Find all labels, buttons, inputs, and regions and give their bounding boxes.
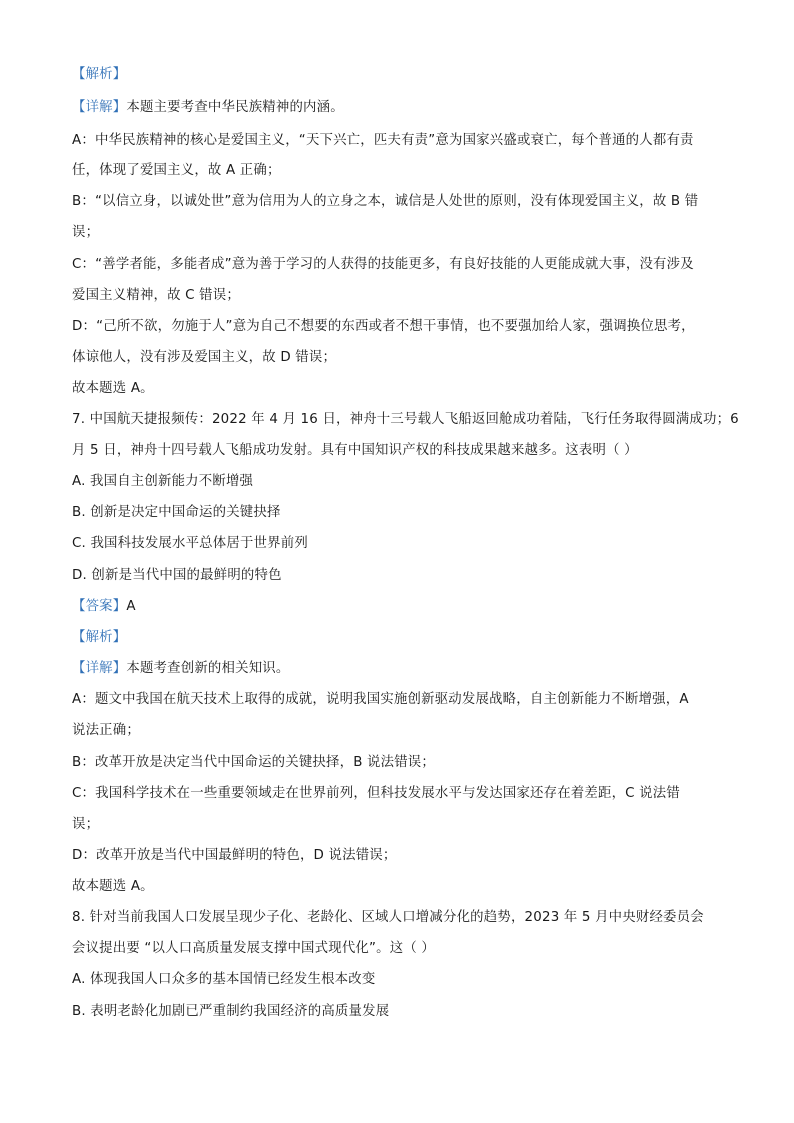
choice-b: B. 创新是决定中国命运的关键抉择 xyxy=(72,505,281,520)
choice-c: C. 我国科技发展水平总体居于世界前列 xyxy=(72,536,308,551)
detail-line xyxy=(72,660,289,678)
detail-text: 本题主要考查中华民族精神的内涵。 xyxy=(126,100,344,115)
answer-value: A xyxy=(126,599,136,614)
detail-line xyxy=(72,99,344,117)
choice-a: A. 体现我国人口众多的基本国情已经发生根本改变 xyxy=(72,972,376,987)
choice-d: D. 创新是当代中国的最鲜明的特色 xyxy=(72,568,282,583)
conclusion-line: 故本题选 A。 xyxy=(72,879,154,894)
analysis-heading: 【解析】 xyxy=(72,67,127,82)
explanation-line: 任，体现了爱国主义，故 A 正确； xyxy=(72,163,281,178)
explanation-line: D：改革开放是当代中国最鲜明的特色，D 说法错误； xyxy=(72,848,397,863)
question-stem: 会议提出要 “以人口高质量发展支撑中国式现代化”。这（ ） xyxy=(72,941,435,956)
conclusion-line: 故本题选 A。 xyxy=(72,381,154,396)
detail-tag: 【详解】 xyxy=(72,661,127,676)
explanation-line: 误； xyxy=(72,225,100,240)
explanation-line: 说法正确； xyxy=(72,723,140,738)
explanation-line: 爱国主义精神，故 C 错误； xyxy=(72,288,240,303)
answer-line xyxy=(72,598,136,616)
choice-a: A. 我国自主创新能力不断增强 xyxy=(72,474,254,489)
explanation-line: A：中华民族精神的核心是爱国主义，“天下兴亡，匹夫有责”意为国家兴盛或衰亡，每个普通的人都有责 xyxy=(72,133,694,148)
explanation-line: 体谅他人，没有涉及爱国主义，故 D 错误； xyxy=(72,350,337,365)
explanation-line: A：题文中我国在航天技术上取得的成就，说明我国实施创新驱动发展战略，自主创新能力不断增强，A xyxy=(72,692,689,707)
explanation-line: B：“以信立身，以诚处世”意为信用为人的立身之本，诚信是人处世的原则，没有体现爱国主义，故 B 错 xyxy=(72,194,699,209)
answer-tag: 【答案】 xyxy=(72,599,127,614)
explanation-line: 误； xyxy=(72,817,100,832)
detail-tag: 【详解】 xyxy=(72,100,127,115)
explanation-line: C：我国科学技术在一些重要领域走在世界前列，但科技发展水平与发达国家还存在着差距，C 说法错 xyxy=(72,786,680,801)
question-stem: 8. 针对当前我国人口发展呈现少子化、老龄化、区域人口增减分化的趋势，2023 年 5 月中央财经委员会 xyxy=(72,910,704,925)
explanation-line: B：改革开放是决定当代中国命运的关键抉择，B 说法错误； xyxy=(72,755,435,770)
question-stem: 7. 中国航天捷报频传：2022 年 4 月 16 日，神舟十三号载人飞船返回舱成功着陆，飞行任务取得圆满成功；6 xyxy=(72,412,739,427)
explanation-line: D：“己所不欲，勿施于人”意为自己不想要的东西或者不想干事情，也不要强加给人家，强调换位思考， xyxy=(72,319,695,334)
detail-text: 本题考查创新的相关知识。 xyxy=(126,661,290,676)
explanation-line: C：“善学者能，多能者成”意为善于学习的人获得的技能更多，有良好技能的人更能成就大事，没有涉及 xyxy=(72,257,694,272)
choice-b: B. 表明老龄化加剧已严重制约我国经济的高质量发展 xyxy=(72,1004,390,1019)
question-stem: 月 5 日，神舟十四号载人飞船成功发射。具有中国知识产权的科技成果越来越多。这表明（ ） xyxy=(72,443,638,458)
analysis-heading: 【解析】 xyxy=(72,630,127,645)
